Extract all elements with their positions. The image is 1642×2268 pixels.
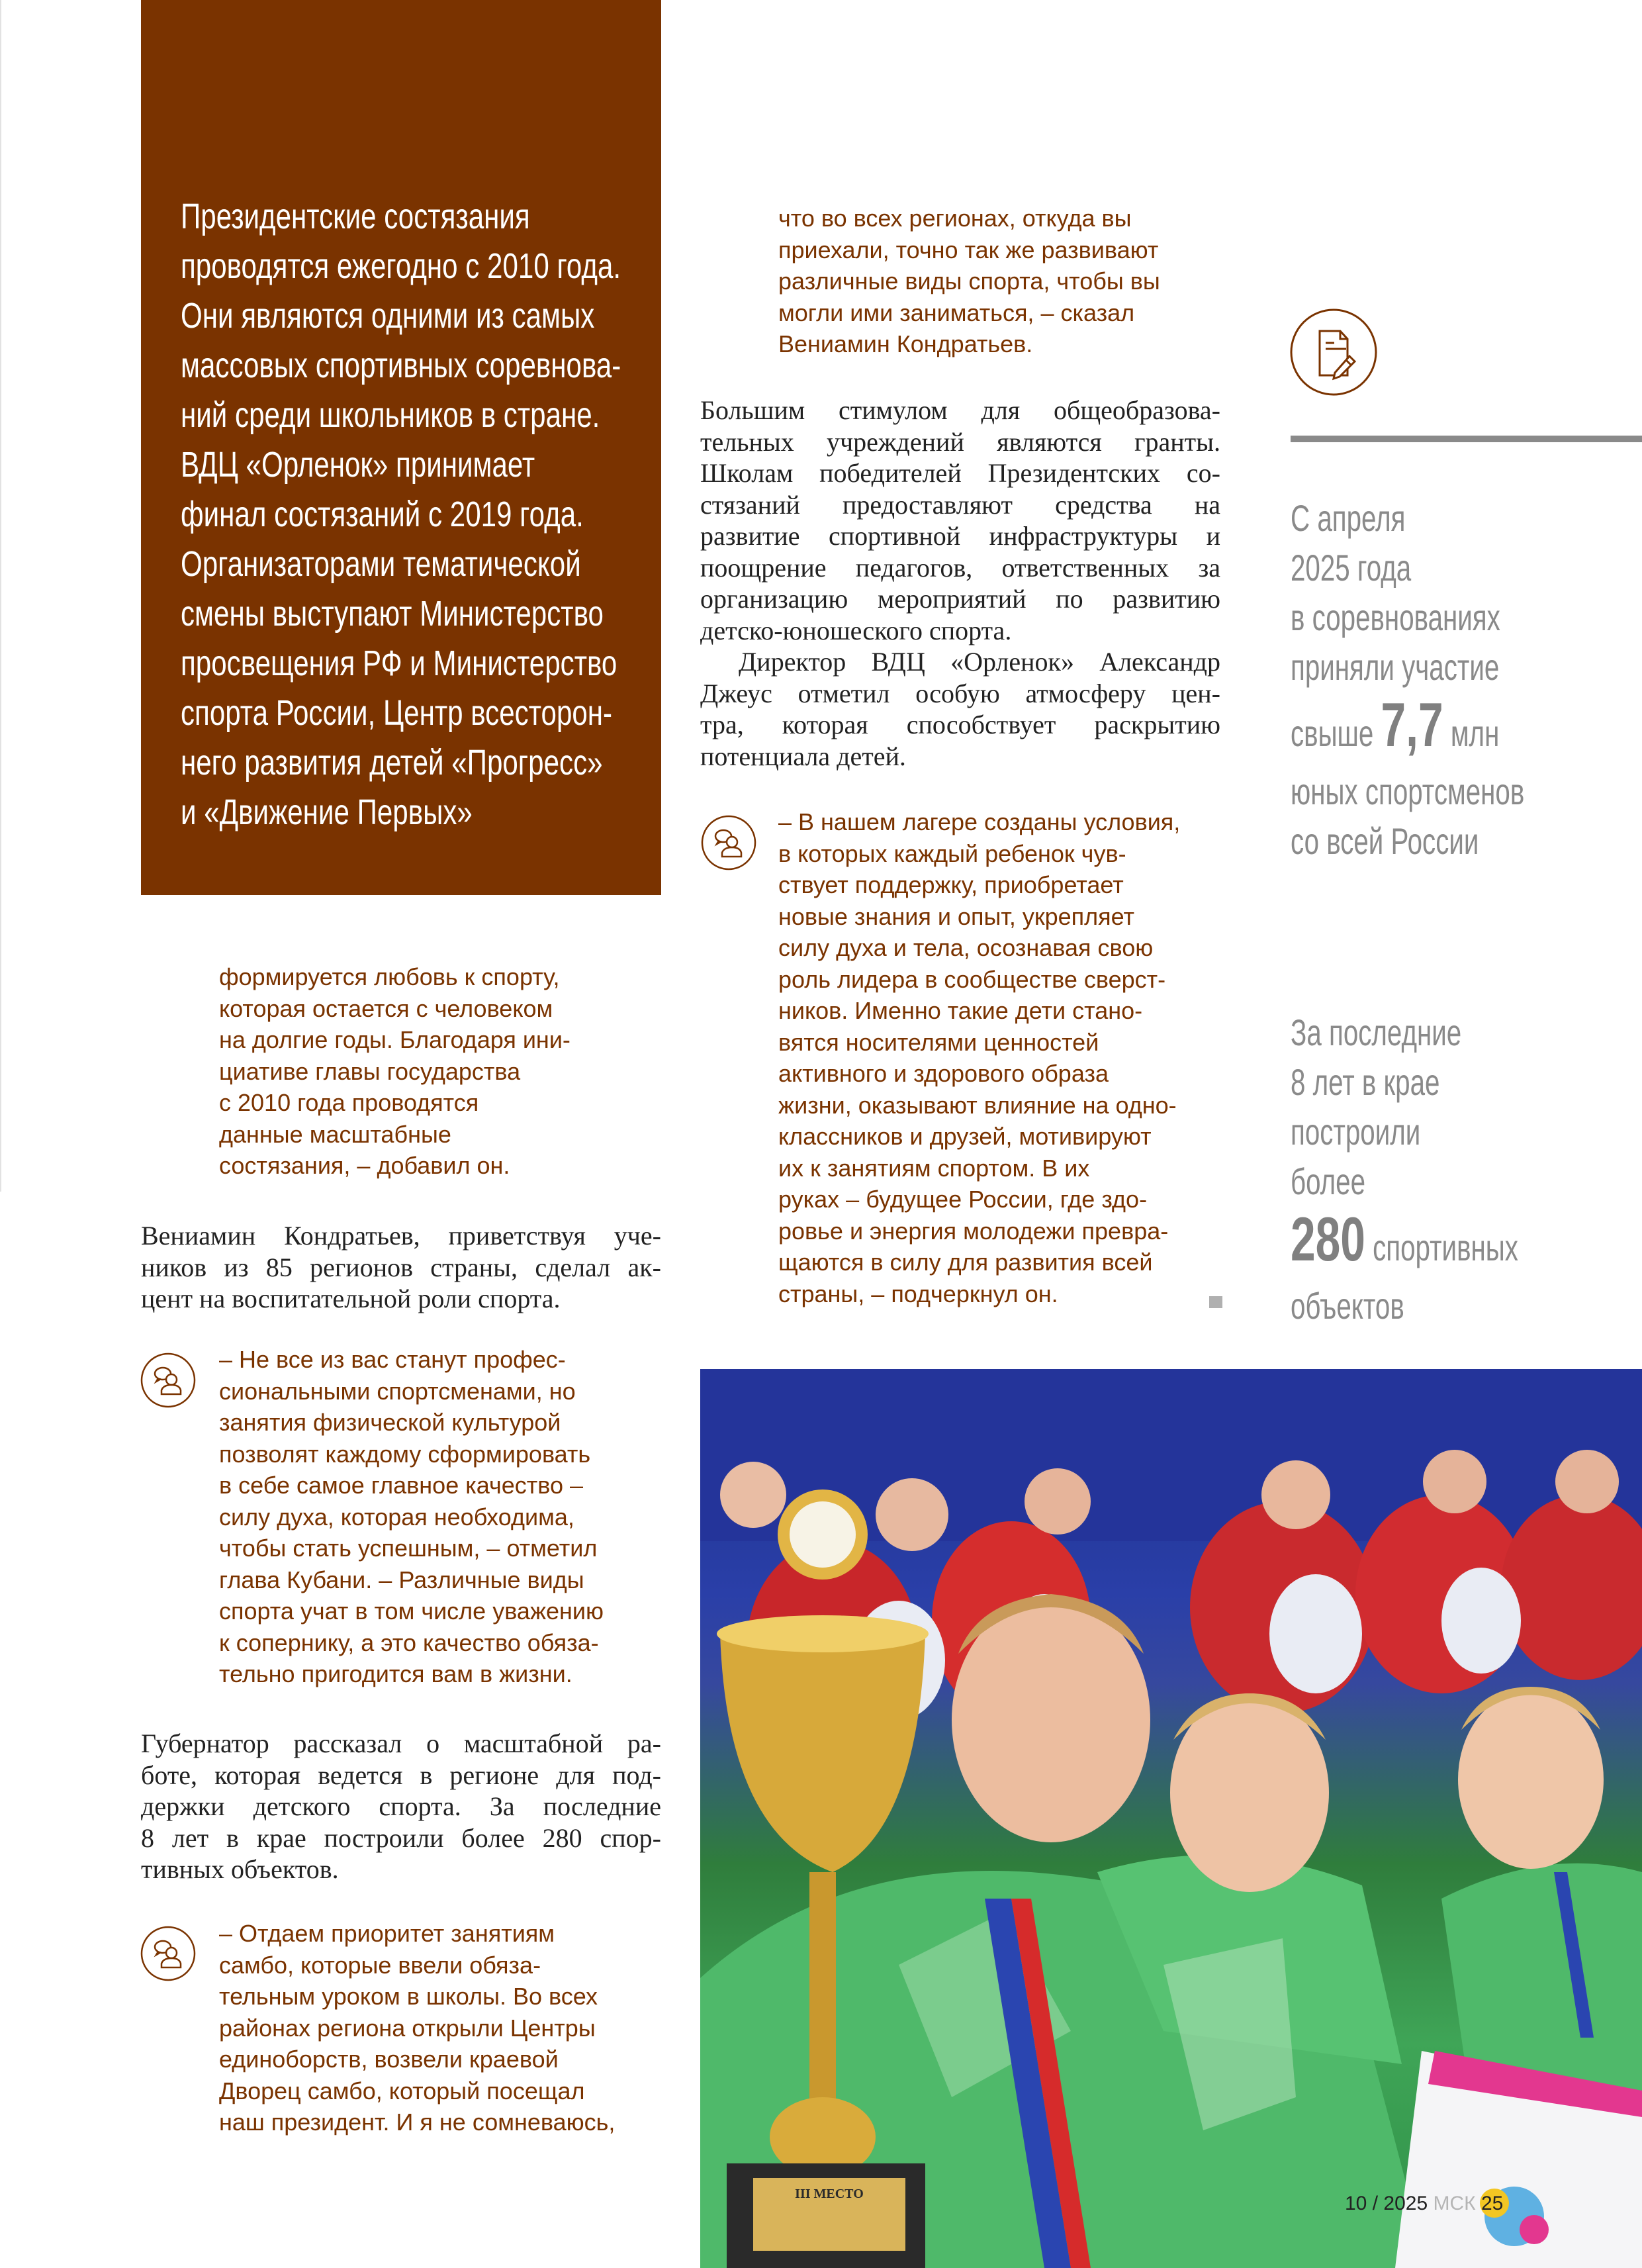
speaker-quote-icon [140,1352,197,1409]
paragraph-line: Губернатор рассказал о масштабной ра- [141,1728,661,1758]
paragraph-line: 8 лет в крае построили более 280 спор- [141,1822,661,1853]
info-line: проводятся ежегодно с 2010 года. [181,246,621,286]
stat-suffix: спортивных [1373,1227,1518,1268]
stat-line: За последние [1291,1012,1462,1053]
left-quote-continued [219,961,629,1182]
stat-line-number [1291,692,1642,767]
footer-separator: / [1372,2193,1379,2214]
left-quote-3 [219,1918,643,2138]
quote-line: занятия физической культурой [219,1409,561,1436]
info-line: него развития детей «Прогресс» [181,743,603,782]
speaker-quote-icon [140,1925,197,1982]
quote-line: состязания, – добавил он. [219,1152,510,1179]
paragraph-line: поощрение педагогов, ответственных за [700,552,1220,583]
quote-line: глава Кубани. – Различные виды [219,1566,584,1593]
page-edge-line [0,0,1,1192]
quote-line: самбо, которые ввели обяза- [219,1951,541,1979]
paragraph-line: Директор ВДЦ «Орленок» Александр [739,647,1220,677]
quote-line: циативе главы государства [219,1057,521,1085]
quote-line: новые знания и опыт, укрепляет [778,902,1134,930]
info-line: ВДЦ «Орленок» принимает [181,445,535,485]
quote-line: сиональными спортсменами, но [219,1377,576,1405]
info-line: и «Движение Первых» [181,792,473,832]
info-line: просвещения РФ и Министерство [181,643,617,683]
quote-line: спорта учат в том числе уважению [219,1597,604,1625]
quote-line: наш президент. И я не сомневаюсь, [219,2108,616,2136]
speaker-quote-icon [700,814,757,871]
left-paragraph-1 [141,1220,661,1315]
quote-line: в которых каждый ребенок чув- [778,839,1126,867]
quote-line: чтобы стать успешным, – отметил [219,1535,598,1562]
paragraph-line: Школам победителей Президентских со- [700,458,1220,488]
quote-line: в себе самое главное качество – [219,1472,584,1499]
paragraph-line: потенциала детей. [700,741,906,771]
stat-line: более [1291,1160,1366,1202]
quote-line: тельным уроком в школы. Во всех [219,1983,598,2010]
quote-line: позволят каждому сформировать [219,1440,591,1468]
sidebar-divider [1291,436,1642,442]
info-block [141,0,661,895]
paragraph-line: цент на воспитательной роли спорта. [141,1284,561,1313]
quote-line: – Не все из вас станут профес- [219,1346,566,1373]
quote-line: роль лидера в сообществе сверст- [778,965,1166,993]
paragraph-line: держки детского спорта. За последние [141,1791,661,1821]
quote-line: к сопернику, а это качество обяза- [219,1629,599,1656]
info-line: Президентские состязания [181,197,530,236]
document-edit-icon [1289,308,1378,397]
quote-line: приехали, точно так же развивают [778,236,1159,263]
info-line: Они являются одними из самых [181,296,595,336]
stat-line: 8 лет в крае [1291,1061,1440,1103]
middle-quote-continued [778,203,1215,360]
stat-number: 280 [1291,1204,1365,1274]
stat-line: приняли участие [1291,646,1500,688]
middle-paragraph-1 [700,395,1220,772]
quote-line: классников и друзей, мотивируют [778,1123,1152,1150]
paragraph-line: Вениамин Кондратьев, приветствуя уче- [141,1221,661,1251]
quote-line: ников. Именно такие дети стано- [778,997,1143,1024]
stat-line: в соревнованиях [1291,596,1500,638]
quote-line: силу духа, которая необходима, [219,1503,574,1531]
trophy-plaque-title: III МЕСТО [795,2187,864,2201]
quote-line: могли ими заниматься, – сказал [778,299,1135,326]
quote-line: страны, – подчеркнул он. [778,1280,1058,1307]
stat-unit: млн [1450,712,1500,754]
paragraph-line: боте, которая ведется в регионе для под- [141,1760,661,1790]
paragraph-line: тивных объектов. [141,1854,339,1884]
info-line: финал состязаний с 2019 года. [181,495,584,534]
footer-year: 2025 [1383,2193,1428,2214]
stat-line: построили [1291,1111,1421,1153]
left-paragraph-2 [141,1728,661,1885]
quote-line: Вениамин Кондратьев. [778,330,1033,357]
paragraph-line: тельных учреждений являются гранты. [700,426,1220,457]
quote-line: формируется любовь к спорту, [219,963,560,990]
footer-issue: 10 [1345,2193,1367,2214]
sidebar-stat-facilities [1291,1008,1642,1331]
stat-line: 2025 года [1291,547,1412,589]
quote-line: – Отдаем приоритет занятиям [219,1920,555,1947]
paragraph-line: Джеус отметил особую атмосферу цен- [700,678,1220,708]
footer-magazine: МСК [1433,2193,1476,2214]
paragraph-line: тра, которая способствует раскрытию [700,710,1220,739]
info-line: смены выступают Министерство [181,594,604,634]
quote-line: щаются в силу для развития всей [778,1249,1153,1276]
paragraph-line: Большим стимулом для общеобразова- [700,395,1220,425]
info-line: Организаторами тематической [181,544,581,584]
info-line: массовых спортивных соревнова- [181,346,621,385]
paragraph-line: организацию мероприятий по развитию [700,584,1220,614]
quote-line: руках – будущее России, где здо- [778,1186,1148,1213]
quote-line: различные виды спорта, чтобы вы [778,267,1160,295]
quote-line: силу духа и тела, осознавая свою [778,934,1154,961]
sidebar-stat-participants [1291,493,1642,866]
left-quote-2 [219,1344,643,1690]
stat-line: объектов [1291,1285,1404,1327]
middle-quote [778,806,1215,1309]
stat-line: юных спортсменов [1291,771,1525,812]
info-line: спорта России, Центр всесторон- [181,693,613,733]
photo-illustration [700,1369,1642,2268]
quote-line: тельно пригодится вам в жизни. [219,1660,572,1687]
stat-line-number [1291,1206,1642,1281]
quote-line: ствует поддержку, приобретает [778,871,1124,898]
quote-line: – В нашем лагере созданы условия, [778,808,1181,835]
paragraph-line: детско-юношеского спорта. [700,615,1012,645]
end-of-article-marker [1209,1296,1222,1308]
stat-prefix: свыше [1291,712,1374,754]
quote-line: жизни, оказывают влияние на одно- [778,1091,1177,1119]
stat-number: 7,7 [1381,690,1443,759]
quote-line: вятся носителями ценностей [778,1028,1099,1056]
quote-line: с 2010 года проводятся [219,1089,479,1116]
quote-line: ровье и энергия молодежи превра- [778,1217,1169,1245]
quote-line: единоборств, возвели краевой [219,2046,559,2073]
quote-line: данные масштабные [219,1120,451,1148]
quote-line: их к занятиям спортом. В их [778,1154,1090,1182]
info-line: ний среди школьников в стране. [181,395,600,435]
quote-line: активного и здорового образа [778,1060,1109,1087]
paragraph-line: развитие спортивной инфраструктуры и [700,521,1220,551]
article-photo [700,1369,1642,2268]
quote-line: что во всех регионах, откуда вы [778,205,1132,232]
footer-page-number: 25 [1481,2193,1504,2214]
page-footer [1345,2193,1503,2215]
quote-line: Дворец самбо, который посещал [219,2077,585,2104]
paragraph-line: стязаний предоставляют средства на [700,489,1220,520]
stat-line: С апреля [1291,497,1406,539]
quote-line: районах региона открыли Центры [219,2014,596,2042]
stat-line: со всей России [1291,820,1479,862]
quote-line: которая остается с человеком [219,994,553,1022]
quote-line: на долгие годы. Благодаря ини- [219,1026,570,1053]
info-block-text [181,192,645,837]
paragraph-line: ников из 85 регионов страны, сделал ак- [141,1252,661,1282]
